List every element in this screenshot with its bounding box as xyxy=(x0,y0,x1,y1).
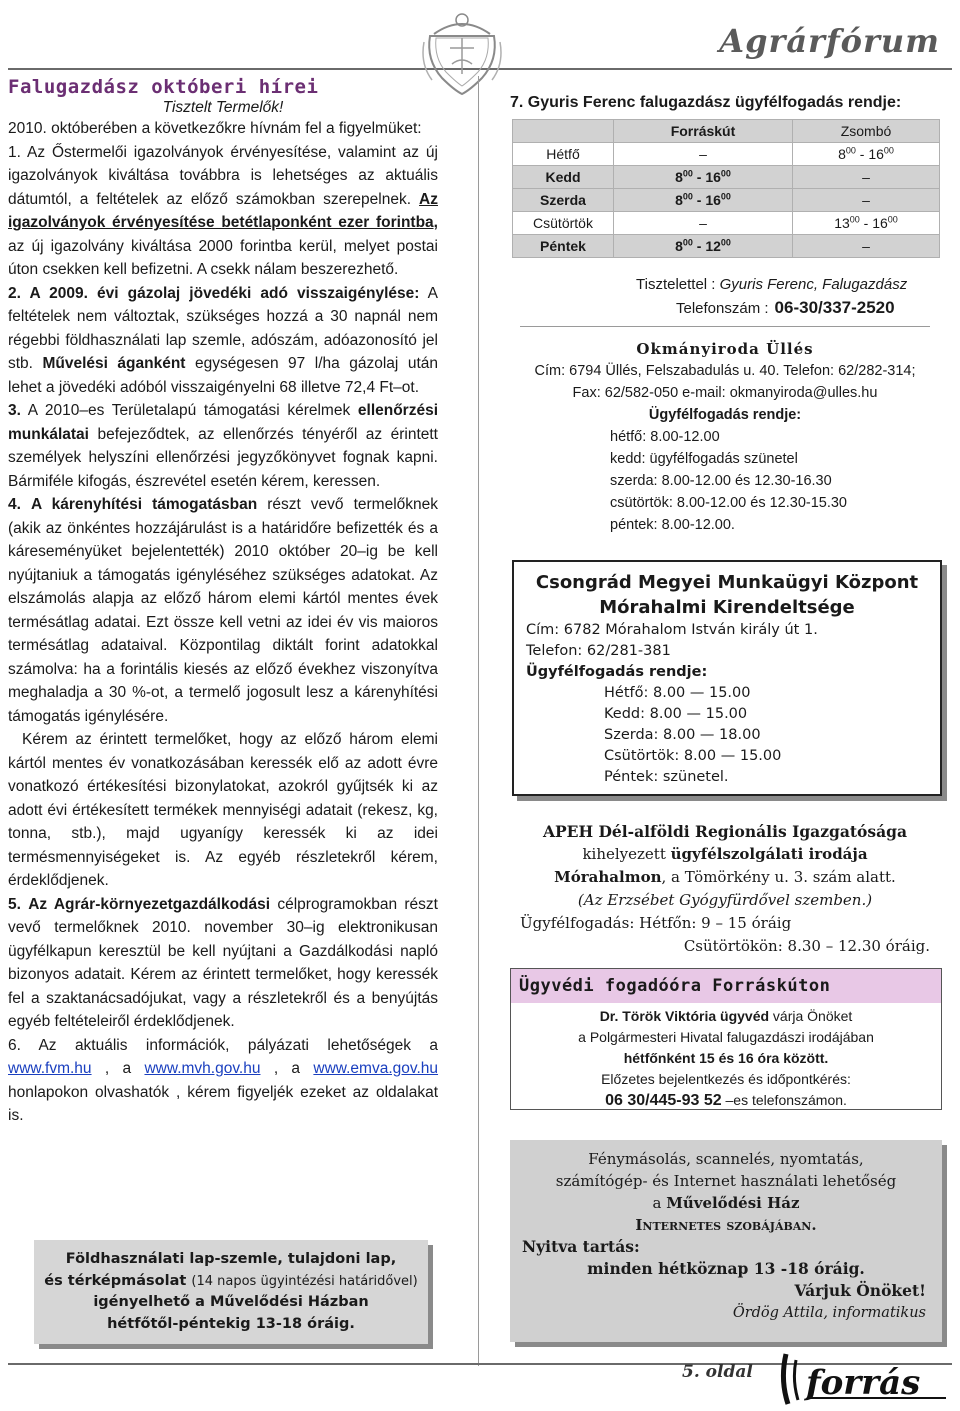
munkaugyi-hours-line: Kedd: 8.00 — 15.00 xyxy=(604,706,748,722)
table-header-cell: Zsombó xyxy=(793,120,940,143)
munkaugyi-phone: Telefon: 62/281-381 xyxy=(526,643,671,659)
item-1-rest: az új igazolvány kiváltása 2000 forintba kerül, melyet postai úton csekken kell befizetni. A csekk nálam beszerezhető. xyxy=(8,237,438,278)
lawyer-title: Ügyvédi fogadóóra Forráskúton xyxy=(511,969,941,1003)
okmanyiroda-address: Cím: 6794 Üllés, Felszabadulás u. 40. Telefon: 62/282-314; xyxy=(534,363,916,379)
munkaugyi-hours-line: Péntek: szünetel. xyxy=(604,769,729,785)
land-box-line: hétfőtől-péntekig 13-18 óráig. xyxy=(107,1315,355,1332)
column-divider xyxy=(478,76,479,1366)
table-row xyxy=(513,212,940,235)
internet-line: Internetes szobájában. xyxy=(635,1216,817,1234)
table-cell: – xyxy=(793,189,940,212)
greeting: Tisztelt Termelők! xyxy=(162,99,284,116)
item-6-text: 6. Az aktuális információk, pályázati lehetőségek a xyxy=(8,1036,438,1054)
item-3-rest: befejeződtek, az ellenőrzés tényéről az érintett személyek helyszíni ellenőrzési jegyzőkönyvet fognak kapni. Bármiféle kifogás, észrevétel esetén kérem, keressen. xyxy=(8,425,438,490)
phone-number: 06-30/337-2520 xyxy=(774,298,895,317)
item-4-followup: Kérem az érintett termelőket, hogy az előző három elemi kártól mentes év vonatkozásában keressék elő az adott évre vonatkozó értékesítési bizonylatokat, azokról gyűjtsék ki az adott évi értékesített termékek mennyiségi adatait (rekesz, kg, tonna, stb.), majd ugyanígy keressék ki az idei termésmennyiségeket is. Az egyéb részletekről kérem, érdeklődjenek. xyxy=(8,731,438,889)
okmanyiroda-fax-email: Fax: 62/582-050 e-mail: okmanyiroda@ulles.hu xyxy=(572,385,878,401)
table-cell: – xyxy=(793,166,940,189)
land-box-note: (14 napos ügyintézési határidővel) xyxy=(191,1273,418,1289)
land-registry-box xyxy=(34,1240,428,1344)
item-2-rest: egységesen 97 l/ha gázolaj után lehet a jövedéki adóból visszaigényelni 68 illetve 72,4 Ft–ot. xyxy=(8,355,439,396)
apeh-title: APEH Dél-alföldi Regionális Igazgatósága xyxy=(542,822,908,841)
signature-label: Tisztelettel : xyxy=(636,276,716,293)
table-header-cell xyxy=(513,120,614,143)
table-row xyxy=(513,166,940,189)
munkaugyi-title xyxy=(514,570,940,620)
apeh-text: kihelyezett xyxy=(582,845,666,863)
separator: , a xyxy=(104,1060,132,1077)
item-5 xyxy=(8,893,438,1034)
table-header-cell: Forráskút xyxy=(614,120,793,143)
okmanyiroda-hours-line: kedd: ügyfélfogadás szünetel xyxy=(610,451,798,467)
signature-line xyxy=(636,276,907,293)
link-emva[interactable]: www.emva.gov.hu xyxy=(313,1060,439,1077)
table-cell: – xyxy=(793,235,940,258)
lawyer-line: Előzetes bejelentkezés és időpontkérés: xyxy=(601,1071,851,1087)
apeh-line xyxy=(510,843,940,866)
lawyer-line xyxy=(511,1090,941,1111)
opening-hours-label: Nyitva tartás: xyxy=(522,1237,640,1256)
svg-text:forrás: forrás xyxy=(806,1363,921,1403)
okmanyiroda-hours-line: péntek: 8.00-12.00. xyxy=(610,517,735,533)
item-6-rest: honlapokon olvashatók , kérem figyeljék ezeket az oldalakat is. xyxy=(8,1083,438,1124)
lawyer-box xyxy=(510,968,942,1110)
table-cell: $8^{00} - 16^{00}$ xyxy=(614,189,793,212)
intro-paragraph: 2010. októberében a következőkre hívnám fel a figyelmüket: xyxy=(8,120,422,137)
item-3-number: 3. xyxy=(8,402,21,419)
internet-bold: Művelődési Ház xyxy=(666,1194,800,1212)
signature-name: Gyuris Ferenc, Falugazdász xyxy=(719,276,908,293)
table-row xyxy=(513,235,940,258)
internet-line xyxy=(510,1192,942,1214)
apeh-line xyxy=(510,866,940,889)
table-cell: Csütörtök xyxy=(513,212,614,235)
munkaugyi-hours-line: Hétfő: 8.00 — 15.00 xyxy=(604,685,751,701)
item-4-text: részt vevő termelőknek (akik az önkéntes hozzájárulást is a határidőre befizették és a káreseményüket bejelentették) 2010 október 20–ig be kell nyújtaniuk a támogatás igényléséhez szükséges adatokat. Az elszámolás alapja az előző három elemi kártól mentes évek termésátlag adatai. Ezt össze kell vetni az idei év vis maioros termésátlag adataival. Központilag diktált forint adatokkal számolva: ha a forintális kiesés az előző évekhez viszonyítva meghaladja a 30 %-ot, a termelő jogosult lesz a kárenyhítési támogatás igénylésére. xyxy=(8,496,438,725)
link-mvh[interactable]: www.mvh.gov.hu xyxy=(144,1060,261,1077)
land-box-line xyxy=(34,1271,428,1293)
separator: , a xyxy=(273,1060,301,1077)
lawyer-line: a Polgármesteri Hivatal falugazdászi irodájában xyxy=(578,1029,874,1045)
apeh-bold: ügyfélszolgálati irodája xyxy=(670,845,868,863)
table-cell: Hétfő xyxy=(513,143,614,166)
internet-line: Fénymásolás, scannelés, nyomtatás, xyxy=(588,1150,864,1168)
internet-room-box xyxy=(510,1140,942,1342)
forras-logo-icon xyxy=(778,1350,950,1406)
table-row xyxy=(513,143,940,166)
okmanyiroda-hours-line: hétfő: 8.00-12.00 xyxy=(610,429,720,445)
okmanyiroda-hours-title: Ügyfélfogadás rendje: xyxy=(648,407,802,423)
table-row xyxy=(513,189,940,212)
schedule-table xyxy=(512,119,940,258)
apeh-bold: Mórahalmon xyxy=(554,868,662,886)
apeh-section xyxy=(510,820,940,958)
lawyer-name: Dr. Török Viktória ügyvéd xyxy=(599,1008,770,1024)
lawyer-body xyxy=(511,1003,941,1111)
munkaugyi-address: Cím: 6782 Mórahalom István király út 1. xyxy=(526,622,818,638)
item-1-highlight: Az igazolványok érvényesítése betétlaponként ezer forintba, xyxy=(8,190,438,231)
item-4-number: 4. xyxy=(8,496,21,513)
left-column xyxy=(8,76,438,1128)
brand-title: Agrárfórum xyxy=(719,22,940,60)
lawyer-text: várja Önöket xyxy=(769,1008,853,1024)
table-cell: $8^{00} - 16^{00}$ xyxy=(614,166,793,189)
item-2-heading: 2. A 2009. évi gázolaj jövedéki adó visszaigénylése: xyxy=(8,284,420,302)
lawyer-phone: 06 30/445-93 52 xyxy=(605,1092,722,1109)
table-cell: Péntek xyxy=(513,235,614,258)
apeh-hours: Csütörtökön: 8.30 – 12.30 óráig. xyxy=(683,937,930,955)
okmanyiroda-title: Okmányiroda Üllés xyxy=(636,340,814,358)
item-4-highlight: A kárenyhítési támogatásban xyxy=(30,496,258,513)
munkaugyi-title-line: Mórahalmi Kirendeltsége xyxy=(599,597,855,618)
item-2 xyxy=(8,282,438,400)
phone-label: Telefonszám : xyxy=(676,300,769,317)
table-cell: – xyxy=(614,143,793,166)
item-3 xyxy=(8,399,438,493)
page-number: 5. oldal xyxy=(682,1362,753,1382)
item-3-highlight: ellenőrzési munkálatai xyxy=(8,402,439,443)
item-2-highlight: Művelési áganként xyxy=(42,355,186,372)
link-fvm[interactable]: www.fvm.hu xyxy=(8,1060,92,1077)
lawyer-text: –es telefonszámon. xyxy=(721,1092,847,1108)
land-box-line: igényelhető a Művelődési Házban xyxy=(93,1294,369,1310)
item-3-text: A 2010–es Területalapú támogatási kérelmek xyxy=(27,402,351,419)
contact-name: Ördög Attila, informatikus xyxy=(732,1305,926,1321)
item-5-text: célprogramokban részt vevő termelőknek 2010. november 30–ig elektronikusan ügyfélkapun keresztül be kell nyújtani a Gazdálkodási napló bizonyos adatait. Kérem az érintett termelőket, hogy keressék fel a szaktanácsadójukat, vagy a részletekről és a benyújtás egyéb feltételeiről érdeklődjenek. xyxy=(8,895,438,1030)
table-cell: – xyxy=(614,212,793,235)
opening-hours: minden hétköznap 13 -18 óráig. xyxy=(587,1259,865,1278)
okmanyiroda-hours-line: szerda: 8.00-12.00 és 12.30-16.30 xyxy=(610,473,832,489)
okmanyiroda-hours-line: csütörtök: 8.00-12.00 és 12.30-15.30 xyxy=(610,495,847,511)
apeh-text: , a Tömörkény u. 3. szám alatt. xyxy=(661,868,896,886)
section-divider xyxy=(520,326,930,327)
internet-text: a xyxy=(652,1194,667,1212)
munkaugyi-kozpont-box xyxy=(512,560,942,796)
munkaugyi-hours-title: Ügyfélfogadás rendje: xyxy=(526,664,708,680)
welcome-text: Várjuk Önöket! xyxy=(794,1281,926,1300)
munkaugyi-title-line: Csongrád Megyei Munkaügyi Központ xyxy=(535,572,919,593)
land-box-bold: és térképmásolat xyxy=(44,1272,187,1289)
item-1-text: 1. Az Őstermelői igazolványok érvényesítése, valamint az új igazolványok kiváltása továbbra is lehetséges az aktuális dátumtól, a feltételek az előző számokban szerepelnek. xyxy=(8,143,438,208)
table-header-row xyxy=(513,120,940,143)
item-1 xyxy=(8,141,438,282)
item-4 xyxy=(8,493,438,728)
lawyer-line xyxy=(511,1006,941,1027)
apeh-hours: Ügyfélfogadás: Hétfőn: 9 – 15 óráig xyxy=(520,914,792,932)
table-cell: $13^{00} - 16^{00}$ xyxy=(793,212,940,235)
item-6 xyxy=(8,1034,438,1128)
item-5-highlight: Az Agrár-környezetgazdálkodási xyxy=(28,895,271,913)
table-cell: $8^{00} - 12^{00}$ xyxy=(614,235,793,258)
table-cell: $8^{00} - 16^{00}$ xyxy=(793,143,940,166)
land-box-line: Földhasználati lap-szemle, tulajdoni lap, xyxy=(65,1251,397,1267)
apeh-line: (Az Erzsébet Gyógyfürdővel szemben.) xyxy=(577,891,873,909)
phone-line xyxy=(676,298,895,318)
table-cell: Kedd xyxy=(513,166,614,189)
munkaugyi-hours-line: Csütörtök: 8.00 — 15.00 xyxy=(604,748,782,764)
item-5-number: 5. xyxy=(8,895,21,913)
lawyer-line: hétfőnként 15 és 16 óra között. xyxy=(623,1050,829,1066)
munkaugyi-hours-line: Szerda: 8.00 — 18.00 xyxy=(604,727,761,743)
okmanyiroda-section xyxy=(510,338,940,536)
internet-line: számítógép- és Internet használati lehetőség xyxy=(555,1172,897,1190)
table-cell: Szerda xyxy=(513,189,614,212)
item-2-text: A feltételek nem változtak, szükséges hozzá a 30 napnál nem régebbi földhasználati lap szemle, adószám, adóazonosító jel stb. xyxy=(8,284,438,372)
schedule-title: 7. Gyuris Ferenc falugazdász ügyfélfogadás rendje: xyxy=(510,94,902,111)
article-title: Falugazdász októberi hírei xyxy=(8,76,319,98)
